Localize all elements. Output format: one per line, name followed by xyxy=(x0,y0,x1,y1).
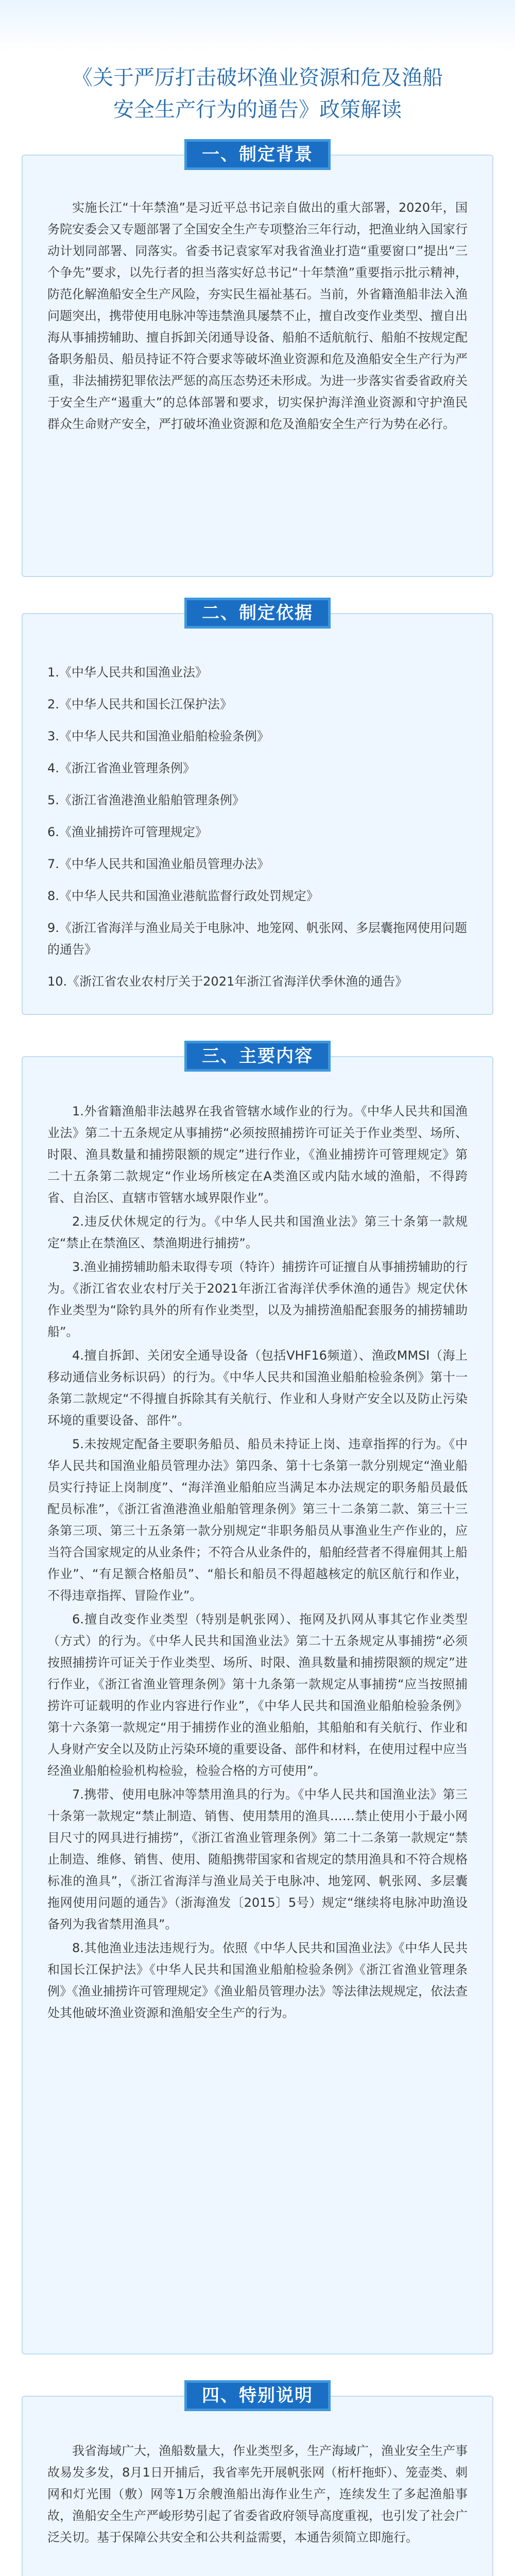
basis-item: 7.《中华人民共和国渔业船员管理办法》 xyxy=(47,857,269,871)
section-heading-special: 四、特别说明 xyxy=(184,2380,331,2411)
section-content-card xyxy=(22,1056,493,2354)
section-basis-card xyxy=(22,613,493,1015)
basis-item: 4.《浙江省渔业管理条例》 xyxy=(47,761,195,775)
basis-item: 1.《中华人民共和国渔业法》 xyxy=(47,665,208,680)
section-special-card xyxy=(22,2396,493,2576)
basis-item: 10.《浙江省农业农村厅关于2021年浙江省海洋伏季休渔的通告》 xyxy=(47,974,408,989)
content-paragraph: 3.渔业捕捞辅助船未取得专项（特许）捕捞许可证擅自从事捕捞辅助的行为。《浙江省农业农村厅关于2021年浙江省海洋伏季休渔的通告》规定伏休作业类型为“除钓具外的所有作业类型，以及为捕捞渔船配套服务的捕捞辅助船”。 xyxy=(47,1260,468,1339)
basis-item: 6.《渔业捕捞许可管理规定》 xyxy=(47,825,208,839)
section-heading-background: 一、制定背景 xyxy=(184,139,331,170)
document-title: 《关于严厉打击破坏渔业资源和危及渔船 安全生产行为的通告》政策解读 xyxy=(72,66,443,122)
section-background-card xyxy=(22,155,493,577)
top-decoration xyxy=(0,0,515,52)
basis-item: 8.《中华人民共和国渔业港航监督行政处罚规定》 xyxy=(47,889,319,903)
content-paragraph: 4.擅自拆卸、关闭安全通导设备（包括VHF16频道）、渔政MMSI（海上移动通信业务标识码）的行为。《中华人民共和国渔业船舶检验条例》第十一条第二款规定“不得擅自拆除其有关航行、作业和人身财产安全以及防止污染环境的重要设备、部件”。 xyxy=(47,1348,468,1428)
content-paragraph: 1.外省籍渔船非法越界在我省管辖水域作业的行为。《中华人民共和国渔业法》第二十五条规定从事捕捞“必须按照捕捞许可证关于作业类型、场所、时限、渔具数量和捕捞限额的规定”进行作业，《渔业捕捞许可管理规定》第二十五条第二款规定“作业场所核定在A类渔区或内陆水域的渔船，不得跨省、自治区、直辖市管辖水域界限作业”。 xyxy=(47,1104,468,1205)
section-heading-basis: 二、制定依据 xyxy=(184,598,331,629)
content-paragraph: 2.违反伏休规定的行为。《中华人民共和国渔业法》第三十条第一款规定“禁止在禁渔区、禁渔期进行捕捞”。 xyxy=(47,1214,468,1250)
basis-item: 3.《中华人民共和国渔业船舶检验条例》 xyxy=(47,729,269,743)
basis-item: 5.《浙江省渔港渔业船舶管理条例》 xyxy=(47,793,245,807)
background-paragraph: 实施长江“十年禁渔”是习近平总书记亲自做出的重大部署，2020年，国务院安委会又专题部署了全国安全生产专项整治三年行动，把渔业纳入国家行动计划同部署、同落实。省委书记袁家军对我省渔业打造“重要窗口”提出“三个争先”要求，以先行者的担当落实好总书记“十年禁渔”重要指示批示精神，防范化解渔船安全生产风险，夯实民生福祉基石。当前，外省籍渔船非法入渔问题突出，携带使用电脉冲等违禁渔具屡禁不止，擅自改变作业类型、擅自出海从事捕捞辅助、擅自拆卸关闭通导设备、船舶不适航航行、船舶不按规定配备职务船员、船员持证不符合要求等破坏渔业资源和危及渔船安全生产行为严重，非法捕捞犯罪依法严惩的高压态势还未形成。为进一步落实省委省政府关于安全生产“遏重大”的总体部署和要求，切实保护海洋渔业资源和守护渔民群众生命财产安全，严打破坏渔业资源和危及渔船安全生产行为势在必行。 xyxy=(47,200,468,431)
basis-item: 2.《中华人民共和国长江保护法》 xyxy=(47,697,232,711)
content-paragraph: 6.擅自改变作业类型（特别是帆张网）、拖网及扒网从事其它作业类型（方式）的行为。《中华人民共和国渔业法》第二十五条规定从事捕捞“必须按照捕捞许可证关于作业类型、场所、时限、渔具数量和捕捞限额的规定”进行作业，《浙江省渔业管理条例》第十九条第一款规定从事捕捞“应当按照捕捞许可证载明的作业内容进行作业”，《中华人民共和国渔业船舶检验条例》第十六条第一款规定“用于捕捞作业的渔业船舶，其船舶和有关航行、作业和人身财产安全以及防止污染环境的重要设备、部件和材料，在使用过程中应当经渔业船舶检验机构检验，检验合格的方可使用”。 xyxy=(47,1612,468,1778)
special-paragraph: 我省海域广大，渔船数量大，作业类型多，生产海域广，渔业安全生产事故易发多发，8月1日开捕后，我省率先开展帆张网（桁杆拖虾）、笼壶类、刺网和灯光围（敷）网等1万余艘渔船出海作业生产，连续发生了多起渔船事故，渔船安全生产严峻形势引起了省委省政府领导高度重视，也引发了社会广泛关切。基于保障公共安全和公共利益需要，本通告须简立即施行。 xyxy=(47,2444,468,2545)
content-paragraph: 5.未按规定配备主要职务船员、船员未持证上岗、违章指挥的行为。《中华人民共和国渔业船员管理办法》第四条、第十七条第一款分别规定“渔业船员实行持证上岗制度”、“海洋渔业船舶应当满足本办法规定的职务船员最低配员标准”，《浙江省渔港渔业船舶管理条例》第三十二条第二款、第三十三条第三项、第三十五条第一款分别规定“非职务船员从事渔业生产作业的，应当符合国家规定的从业条件；不符合从业条件的，船舶经营者不得雇佣其上船作业”、“有足额合格船员”、“船长和船员不得超越核定的航区航行和作业，不得违章指挥、冒险作业”。 xyxy=(47,1437,468,1603)
content-paragraph: 8.其他渔业违法违规行为。依照《中华人民共和国渔业法》《中华人民共和国长江保护法》《中华人民共和国渔业船舶检验条例》《浙江省渔业管理条例》《渔业捕捞许可管理规定》《渔业船员管理办法》等法律法规规定，依法查处其他破坏渔业资源和渔船安全生产的行为。 xyxy=(47,1941,468,2020)
section-heading-content: 三、主要内容 xyxy=(184,1041,331,1072)
basis-item: 9.《浙江省海洋与渔业局关于电脉冲、地笼网、帆张网、多层囊拖网使用问题的通告》 xyxy=(47,921,467,957)
content-paragraph: 7.携带、使用电脉冲等禁用渔具的行为。《中华人民共和国渔业法》第三十条第一款规定“禁止制造、销售、使用禁用的渔具……禁止使用小于最小网目尺寸的网具进行捕捞”，《浙江省渔业管理条例》第二十二条第一款规定“禁止制造、维修、销售、使用、随船携带国家和省规定的禁用渔具和不符合规格标准的渔具”，《浙江省海洋与渔业局关于电脉冲、地笼网、帆张网、多层囊拖网使用问题的通告》（浙海渔发〔2015〕5号）规定“继续将电脉冲助渔设备列为我省禁用渔具”。 xyxy=(47,1787,468,1931)
